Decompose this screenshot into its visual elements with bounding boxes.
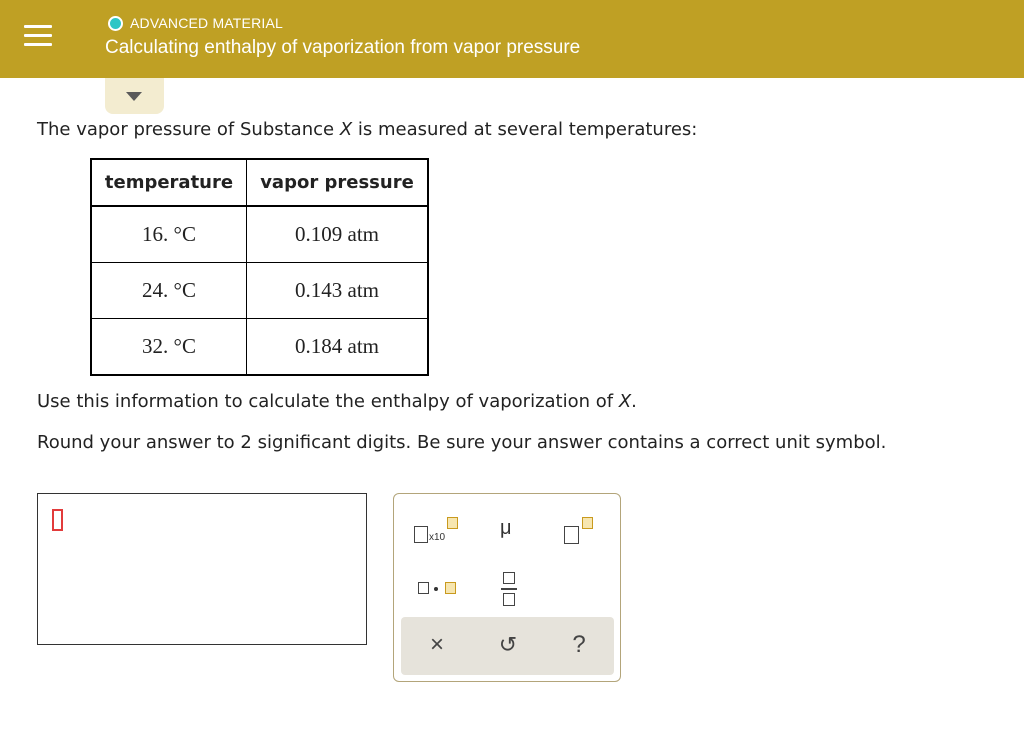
table-row bbox=[91, 319, 428, 376]
table-header-vapor-pressure: vapor pressure bbox=[247, 159, 429, 206]
micro-prefix-button[interactable] bbox=[498, 514, 522, 544]
level-label: ADVANCED MATERIAL bbox=[130, 15, 284, 31]
exponent-box-icon bbox=[582, 517, 593, 529]
help-button[interactable]: ? bbox=[572, 631, 586, 658]
table-row bbox=[91, 206, 428, 263]
scientific-notation-button[interactable] bbox=[414, 514, 464, 546]
superscript-button[interactable] bbox=[562, 514, 598, 546]
undo-button[interactable]: ↺ bbox=[498, 632, 518, 657]
action-bar bbox=[401, 617, 614, 675]
level-indicator bbox=[108, 14, 283, 32]
fraction-button[interactable] bbox=[498, 570, 522, 610]
table-cell-temperature: 24. °C bbox=[91, 263, 247, 319]
table-cell-pressure: 0.143 atm bbox=[247, 263, 429, 319]
instruction-variable: X bbox=[618, 391, 632, 412]
base-box-icon bbox=[564, 526, 579, 544]
fraction-bar-icon bbox=[501, 588, 517, 590]
answer-input[interactable] bbox=[37, 493, 367, 645]
intro-text-end: is measured at several temperatures: bbox=[352, 119, 698, 140]
numerator-box-icon bbox=[503, 572, 515, 584]
exponent-box-icon bbox=[447, 517, 458, 529]
clear-button[interactable]: × bbox=[429, 631, 444, 658]
intro-text-start: The vapor pressure of Substance bbox=[37, 119, 340, 140]
left-operand-box-icon bbox=[418, 582, 429, 594]
triangle-down-icon bbox=[126, 92, 142, 101]
instruction-text-end: . bbox=[631, 391, 637, 412]
intro-variable: X bbox=[339, 119, 353, 140]
instruction-text bbox=[37, 391, 637, 412]
hamburger-menu-icon[interactable] bbox=[24, 23, 52, 49]
header-bar bbox=[0, 0, 1024, 78]
input-cursor-placeholder bbox=[52, 509, 63, 531]
table-cell-pressure: 0.109 atm bbox=[247, 206, 429, 263]
question-intro bbox=[37, 119, 697, 140]
multiply-dot-button[interactable] bbox=[414, 576, 460, 602]
page-title: Calculating enthalpy of vaporization from vapor pressure bbox=[105, 37, 581, 58]
collapse-toggle-button[interactable] bbox=[105, 78, 164, 114]
instruction-text-start: Use this information to calculate the enthalpy of vaporization of bbox=[37, 391, 619, 412]
table-cell-temperature: 32. °C bbox=[91, 319, 247, 376]
level-dot-icon bbox=[108, 16, 123, 31]
right-operand-box-icon bbox=[445, 582, 456, 594]
table-cell-pressure: 0.184 atm bbox=[295, 334, 379, 358]
denominator-box-icon bbox=[503, 593, 515, 606]
data-table bbox=[90, 158, 429, 376]
mu-symbol: μ bbox=[500, 517, 512, 539]
math-palette bbox=[393, 493, 621, 682]
base-box-icon bbox=[414, 526, 428, 543]
multiply-dot-icon bbox=[434, 587, 438, 591]
table-cell-temperature: 16. °C bbox=[91, 206, 247, 263]
rounding-instruction: Round your answer to 2 significant digits. Be sure your answer contains a correct unit symbol. bbox=[37, 432, 887, 453]
table-header-temperature: temperature bbox=[91, 159, 247, 206]
table-row bbox=[91, 263, 428, 319]
x10-label: x10 bbox=[429, 532, 446, 543]
table-header-row bbox=[91, 159, 428, 206]
